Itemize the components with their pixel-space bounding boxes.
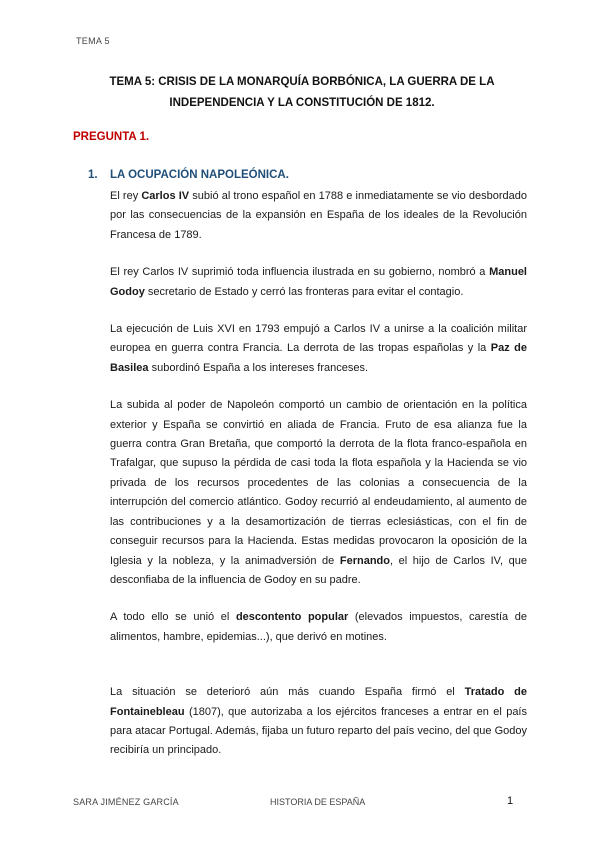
section-title: LA OCUPACIÓN NAPOLEÓNICA. (110, 169, 289, 181)
text-run: (elevados impuestos, carestía de alimentos, hambre, epidemias...), que derivó en motines. (110, 611, 527, 643)
paragraph-4 (110, 396, 527, 590)
text-run: La ejecución de Luis XVI en 1793 empujó a Carlos IV a unirse a la coalición militar europea en guerra contra Francia. La derrota de las tropas españolas y la (110, 323, 527, 355)
paragraph-2 (110, 263, 527, 302)
bold-term: Fernando (339, 554, 390, 567)
bold-term: Paz de Basilea (110, 342, 527, 374)
page-number: 1 (507, 795, 514, 807)
footer-subject: HISTORIA DE ESPAÑA (270, 797, 366, 807)
document-title (90, 72, 514, 114)
text-run: La subida al poder de Napoleón comportó un cambio de orientación en la política exterior y España se convirtió en aliada de Francia. Fruto de esa alianza fue la guerra contra Gran Bretaña, que comportó la derrota de la flota franco-española en Trafalgar, que supuso la pérdida de casi toda la flota española y la Hacienda se vio privada de los recursos procedentes de las colonias a consecuencia de la interrupción del comercio atlántico. Godoy recurrió al endeudamiento, al aumento de las contribuciones y a la desamortización de tierras eclesiásticas, con el fin de conseguir recursos para la Hacienda. Estas medidas provocaron la oposición de la Iglesia y la nobleza, y la animadversión de (110, 399, 527, 567)
footer-author: SARA JIMÉNEZ GARCÍA (73, 797, 179, 807)
paragraph-5 (110, 608, 527, 647)
text-run: , el hijo de Carlos IV, que desconfiaba de la influencia de Godoy en su padre. (110, 554, 527, 586)
bold-term: Manuel Godoy (110, 266, 527, 298)
text-run: subió al trono español en 1788 e inmediatamente se vio desbordado por las consecuencias de la expansión en España de los ideales de la Revolución Francesa de 1789. (110, 190, 527, 241)
paragraph-6 (110, 683, 527, 761)
text-run: A todo ello se unió el (110, 611, 236, 624)
text-run: (1807), que autorizaba a los ejércitos franceses a entrar en el país para atacar Portugal. Además, fijaba un futuro reparto del país vecino, del que Godoy recibiría un principado. (110, 705, 527, 757)
question-heading: PREGUNTA 1. (73, 131, 150, 143)
bold-term: Tratado de Fontainebleau (110, 686, 527, 718)
title-line-2: INDEPENDENCIA Y LA CONSTITUCIÓN DE 1812. (169, 97, 435, 109)
title-line-1: TEMA 5: CRISIS DE LA MONARQUÍA BORBÓNICA, LA GUERRA DE LA (109, 76, 495, 88)
text-run: subordinó España a los intereses franceses. (148, 361, 369, 374)
running-header: TEMA 5 (76, 36, 110, 46)
text-run: La situación se deterioró aún más cuando España firmó el (110, 686, 465, 699)
paragraph-3 (110, 320, 527, 378)
paragraph-1 (110, 187, 527, 245)
section-number: 1. (88, 169, 98, 181)
bold-term: descontento popular (235, 611, 349, 624)
text-run: secretario de Estado y cerró las fronteras para evitar el contagio. (144, 285, 464, 298)
section-heading (88, 169, 289, 181)
bold-term: Carlos IV (141, 190, 190, 202)
text-run: El rey (110, 190, 142, 202)
body-text (110, 187, 527, 779)
text-run: El rey Carlos IV suprimió toda influencia ilustrada en su gobierno, nombró a (110, 266, 490, 279)
